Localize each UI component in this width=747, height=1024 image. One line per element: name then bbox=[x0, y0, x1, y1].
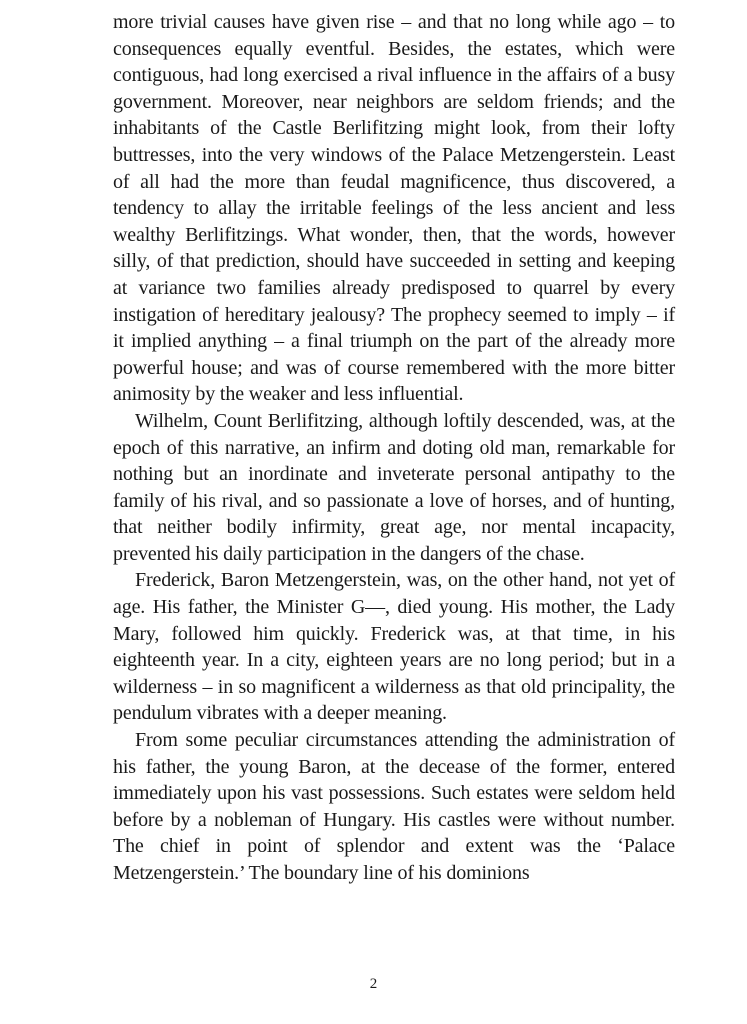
paragraph-1: more trivial causes have given rise – and that no long while ago – to consequences equally eventful. Besides, the estates, which were contiguous, had long exercised a rival influence in the affairs of a busy government. Moreover, near neighbors are seldom friends; and the inhabitants of the Castle Berlifitzing might look, from their lofty buttresses, into the very windows of the Palace Metzengerstein. Least of all had the more than feudal magnificence, thus discovered, a tendency to allay the irritable feelings of the less ancient and less wealthy Berlifitzings. What wonder, then, that the words, however silly, of that prediction, should have succeeded in setting and keeping at variance two families already predisposed to quarrel by every instigation of hereditary jealousy? The prophecy seemed to imply – if it implied anything – a final triumph on the part of the already more powerful house; and was of course remembered with the more bitter animosity by the weaker and less influential. bbox=[113, 11, 675, 406]
paragraph-4: From some peculiar circumstances attending the administration of his father, the young Baron, at the decease of the former, entered immediately upon his vast possessions. Such estates were seldom held before by a nobleman of Hungary. His castles were without number. The chief in point of splendor and extent was the ‘Palace Metzengerstein.’ The boundary line of his dominions bbox=[113, 729, 675, 884]
paragraph-2: Wilhelm, Count Berlifitzing, although loftily descended, was, at the epoch of this narrative, an infirm and doting old man, remarkable for nothing but an inordinate and inveterate personal antipathy to the family of his rival, and so passionate a love of horses, and of hunting, that neither bodily infirmity, great age, nor mental incapacity, prevented his daily participation in the dangers of the chase. bbox=[113, 409, 675, 565]
page-number: 2 bbox=[369, 976, 378, 992]
paragraph-3: Frederick, Baron Metzengerstein, was, on the other hand, not yet of age. His father, the Minister G—, died young. His mother, the Lady Mary, followed him quickly. Frederick was, at that time, in his eighteenth year. In a city, eighteen years are no long period; but in a wilderness – in so magnificent a wilderness as that old principality, the pendulum vibrates with a deeper meaning. bbox=[113, 569, 675, 725]
body-text bbox=[113, 9, 675, 887]
